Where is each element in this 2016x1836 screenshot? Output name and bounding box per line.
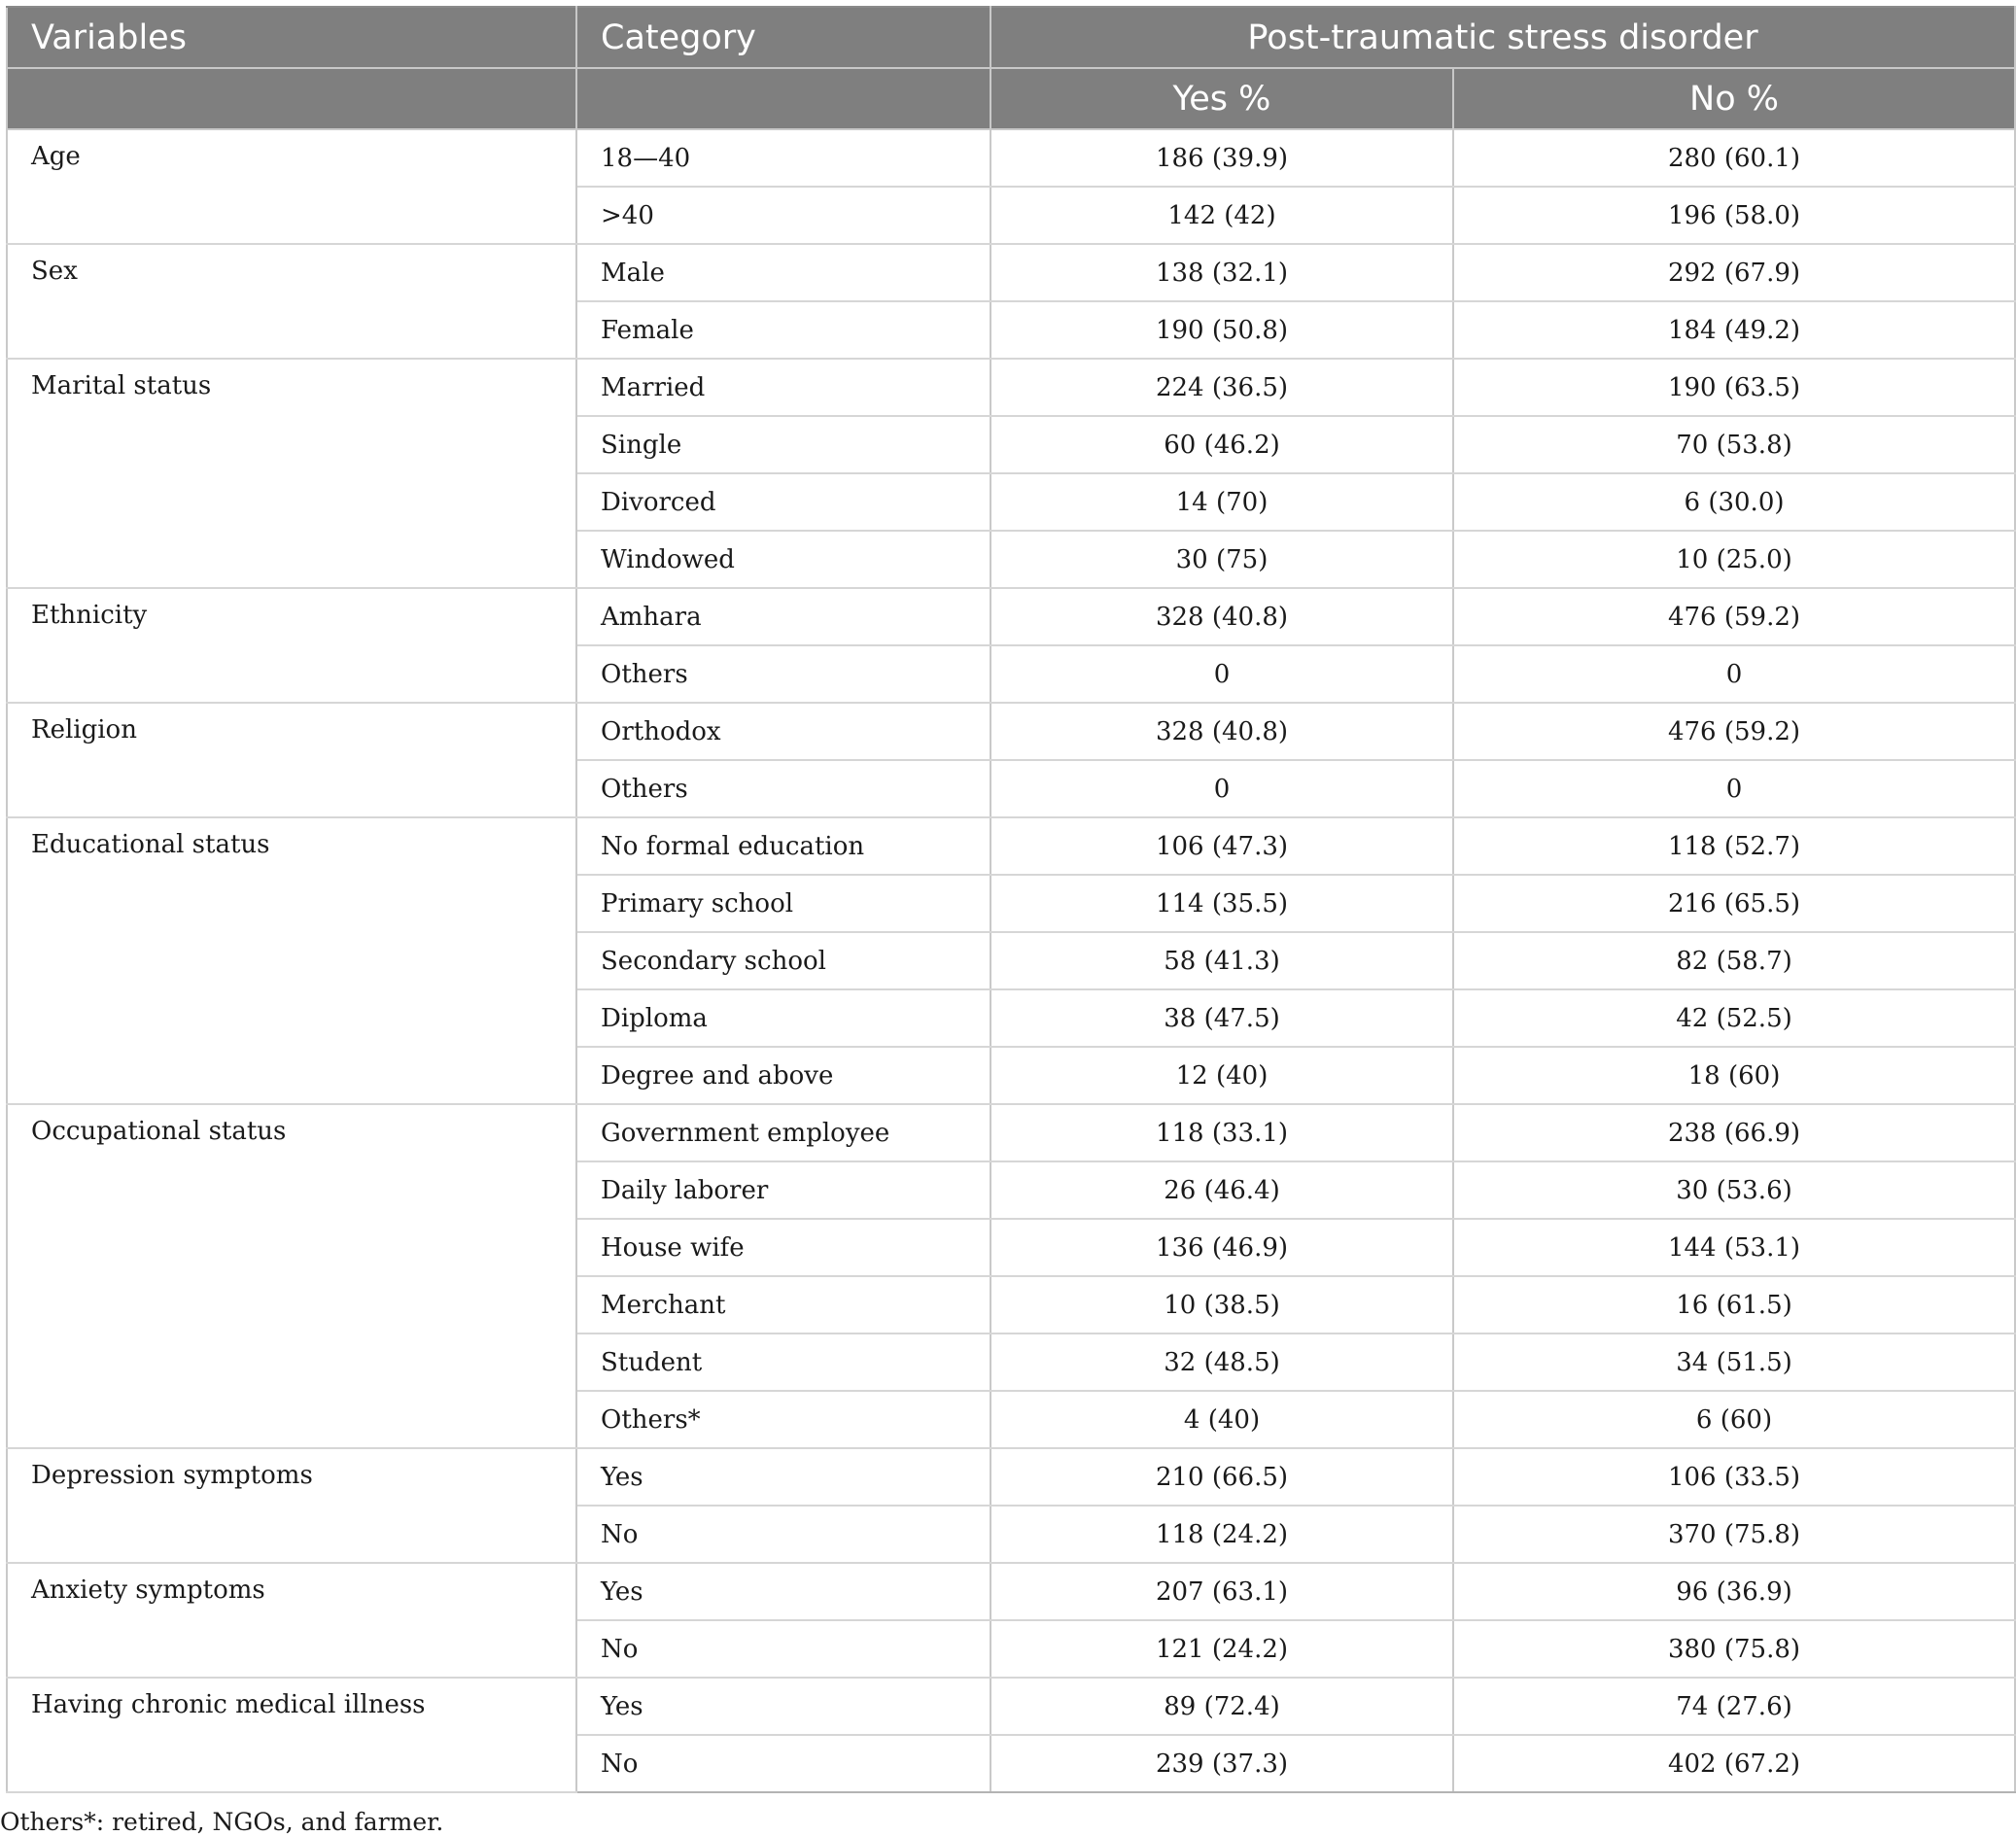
no-percent-cell: 10 (25.0) bbox=[1453, 531, 2015, 588]
yes-percent-cell: 60 (46.2) bbox=[991, 416, 1453, 473]
variable-cell: Religion bbox=[7, 703, 576, 817]
no-percent-cell: 70 (53.8) bbox=[1453, 416, 2015, 473]
table-row bbox=[7, 1563, 2015, 1620]
yes-percent-cell: 14 (70) bbox=[991, 473, 1453, 531]
header-yes: Yes % bbox=[991, 68, 1453, 129]
no-percent-cell: 74 (27.6) bbox=[1453, 1678, 2015, 1735]
no-percent-cell: 42 (52.5) bbox=[1453, 989, 2015, 1047]
table-row bbox=[7, 588, 2015, 645]
yes-percent-cell: 30 (75) bbox=[991, 531, 1453, 588]
category-cell: Single bbox=[576, 416, 991, 473]
category-cell: Female bbox=[576, 301, 991, 359]
variable-cell: Marital status bbox=[7, 359, 576, 588]
table-row bbox=[7, 129, 2015, 187]
variable-cell: Age bbox=[7, 129, 576, 244]
yes-percent-cell: 26 (46.4) bbox=[991, 1161, 1453, 1219]
table-row bbox=[7, 359, 2015, 416]
category-cell: Government employee bbox=[576, 1104, 991, 1161]
category-cell: >40 bbox=[576, 187, 991, 244]
yes-percent-cell: 207 (63.1) bbox=[991, 1563, 1453, 1620]
category-cell: Merchant bbox=[576, 1276, 991, 1334]
header-category: Category bbox=[576, 7, 991, 68]
no-percent-cell: 196 (58.0) bbox=[1453, 187, 2015, 244]
category-cell: Yes bbox=[576, 1678, 991, 1735]
no-percent-cell: 292 (67.9) bbox=[1453, 244, 2015, 301]
table-row bbox=[7, 1448, 2015, 1506]
no-percent-cell: 16 (61.5) bbox=[1453, 1276, 2015, 1334]
no-percent-cell: 6 (30.0) bbox=[1453, 473, 2015, 531]
yes-percent-cell: 239 (37.3) bbox=[991, 1735, 1453, 1792]
no-percent-cell: 402 (67.2) bbox=[1453, 1735, 2015, 1792]
no-percent-cell: 380 (75.8) bbox=[1453, 1620, 2015, 1678]
category-cell: No bbox=[576, 1735, 991, 1792]
table-row bbox=[7, 1104, 2015, 1161]
table-row bbox=[7, 1678, 2015, 1735]
variable-cell: Having chronic medical illness bbox=[7, 1678, 576, 1792]
header-no: No % bbox=[1453, 68, 2015, 129]
variable-cell: Occupational status bbox=[7, 1104, 576, 1448]
category-cell: Married bbox=[576, 359, 991, 416]
table-header bbox=[7, 7, 2015, 129]
variable-cell: Sex bbox=[7, 244, 576, 359]
variable-cell: Educational status bbox=[7, 817, 576, 1104]
no-percent-cell: 18 (60) bbox=[1453, 1047, 2015, 1104]
yes-percent-cell: 121 (24.2) bbox=[991, 1620, 1453, 1678]
category-cell: Divorced bbox=[576, 473, 991, 531]
table-row bbox=[7, 703, 2015, 760]
yes-percent-cell: 224 (36.5) bbox=[991, 359, 1453, 416]
yes-percent-cell: 210 (66.5) bbox=[991, 1448, 1453, 1506]
table-body bbox=[7, 129, 2015, 1792]
yes-percent-cell: 328 (40.8) bbox=[991, 703, 1453, 760]
no-percent-cell: 190 (63.5) bbox=[1453, 359, 2015, 416]
yes-percent-cell: 328 (40.8) bbox=[991, 588, 1453, 645]
category-cell: Secondary school bbox=[576, 932, 991, 989]
category-cell: No formal education bbox=[576, 817, 991, 875]
category-cell: Student bbox=[576, 1334, 991, 1391]
yes-percent-cell: 58 (41.3) bbox=[991, 932, 1453, 989]
no-percent-cell: 118 (52.7) bbox=[1453, 817, 2015, 875]
no-percent-cell: 238 (66.9) bbox=[1453, 1104, 2015, 1161]
yes-percent-cell: 12 (40) bbox=[991, 1047, 1453, 1104]
yes-percent-cell: 0 bbox=[991, 760, 1453, 817]
category-cell: Amhara bbox=[576, 588, 991, 645]
footnote: Others*: retired, NGOs, and farmer. bbox=[0, 1808, 444, 1836]
no-percent-cell: 216 (65.5) bbox=[1453, 875, 2015, 932]
yes-percent-cell: 138 (32.1) bbox=[991, 244, 1453, 301]
no-percent-cell: 34 (51.5) bbox=[1453, 1334, 2015, 1391]
ptsd-table-container bbox=[6, 6, 2014, 1793]
yes-percent-cell: 136 (46.9) bbox=[991, 1219, 1453, 1276]
yes-percent-cell: 190 (50.8) bbox=[991, 301, 1453, 359]
category-cell: Degree and above bbox=[576, 1047, 991, 1104]
no-percent-cell: 30 (53.6) bbox=[1453, 1161, 2015, 1219]
category-cell: Others bbox=[576, 760, 991, 817]
header-ptsd: Post-traumatic stress disorder bbox=[991, 7, 2015, 68]
yes-percent-cell: 89 (72.4) bbox=[991, 1678, 1453, 1735]
no-percent-cell: 0 bbox=[1453, 760, 2015, 817]
yes-percent-cell: 0 bbox=[991, 645, 1453, 703]
category-cell: Yes bbox=[576, 1563, 991, 1620]
category-cell: House wife bbox=[576, 1219, 991, 1276]
variable-cell: Ethnicity bbox=[7, 588, 576, 703]
category-cell: No bbox=[576, 1620, 991, 1678]
yes-percent-cell: 186 (39.9) bbox=[991, 129, 1453, 187]
no-percent-cell: 82 (58.7) bbox=[1453, 932, 2015, 989]
no-percent-cell: 184 (49.2) bbox=[1453, 301, 2015, 359]
no-percent-cell: 280 (60.1) bbox=[1453, 129, 2015, 187]
yes-percent-cell: 114 (35.5) bbox=[991, 875, 1453, 932]
category-cell: 18—40 bbox=[576, 129, 991, 187]
category-cell: Orthodox bbox=[576, 703, 991, 760]
table-row bbox=[7, 244, 2015, 301]
category-cell: Daily laborer bbox=[576, 1161, 991, 1219]
no-percent-cell: 6 (60) bbox=[1453, 1391, 2015, 1448]
yes-percent-cell: 142 (42) bbox=[991, 187, 1453, 244]
header-blank-category bbox=[576, 68, 991, 129]
table-row bbox=[7, 817, 2015, 875]
category-cell: Diploma bbox=[576, 989, 991, 1047]
no-percent-cell: 370 (75.8) bbox=[1453, 1506, 2015, 1563]
category-cell: Others* bbox=[576, 1391, 991, 1448]
category-cell: Primary school bbox=[576, 875, 991, 932]
category-cell: Windowed bbox=[576, 531, 991, 588]
yes-percent-cell: 4 (40) bbox=[991, 1391, 1453, 1448]
no-percent-cell: 476 (59.2) bbox=[1453, 703, 2015, 760]
header-blank-variables bbox=[7, 68, 576, 129]
no-percent-cell: 144 (53.1) bbox=[1453, 1219, 2015, 1276]
no-percent-cell: 0 bbox=[1453, 645, 2015, 703]
yes-percent-cell: 118 (33.1) bbox=[991, 1104, 1453, 1161]
yes-percent-cell: 118 (24.2) bbox=[991, 1506, 1453, 1563]
variable-cell: Anxiety symptoms bbox=[7, 1563, 576, 1678]
category-cell: Others bbox=[576, 645, 991, 703]
category-cell: Male bbox=[576, 244, 991, 301]
variable-cell: Depression symptoms bbox=[7, 1448, 576, 1563]
header-variables: Variables bbox=[7, 7, 576, 68]
category-cell: Yes bbox=[576, 1448, 991, 1506]
yes-percent-cell: 32 (48.5) bbox=[991, 1334, 1453, 1391]
ptsd-table bbox=[6, 6, 2016, 1793]
category-cell: No bbox=[576, 1506, 991, 1563]
yes-percent-cell: 10 (38.5) bbox=[991, 1276, 1453, 1334]
yes-percent-cell: 38 (47.5) bbox=[991, 989, 1453, 1047]
no-percent-cell: 476 (59.2) bbox=[1453, 588, 2015, 645]
no-percent-cell: 96 (36.9) bbox=[1453, 1563, 2015, 1620]
yes-percent-cell: 106 (47.3) bbox=[991, 817, 1453, 875]
no-percent-cell: 106 (33.5) bbox=[1453, 1448, 2015, 1506]
